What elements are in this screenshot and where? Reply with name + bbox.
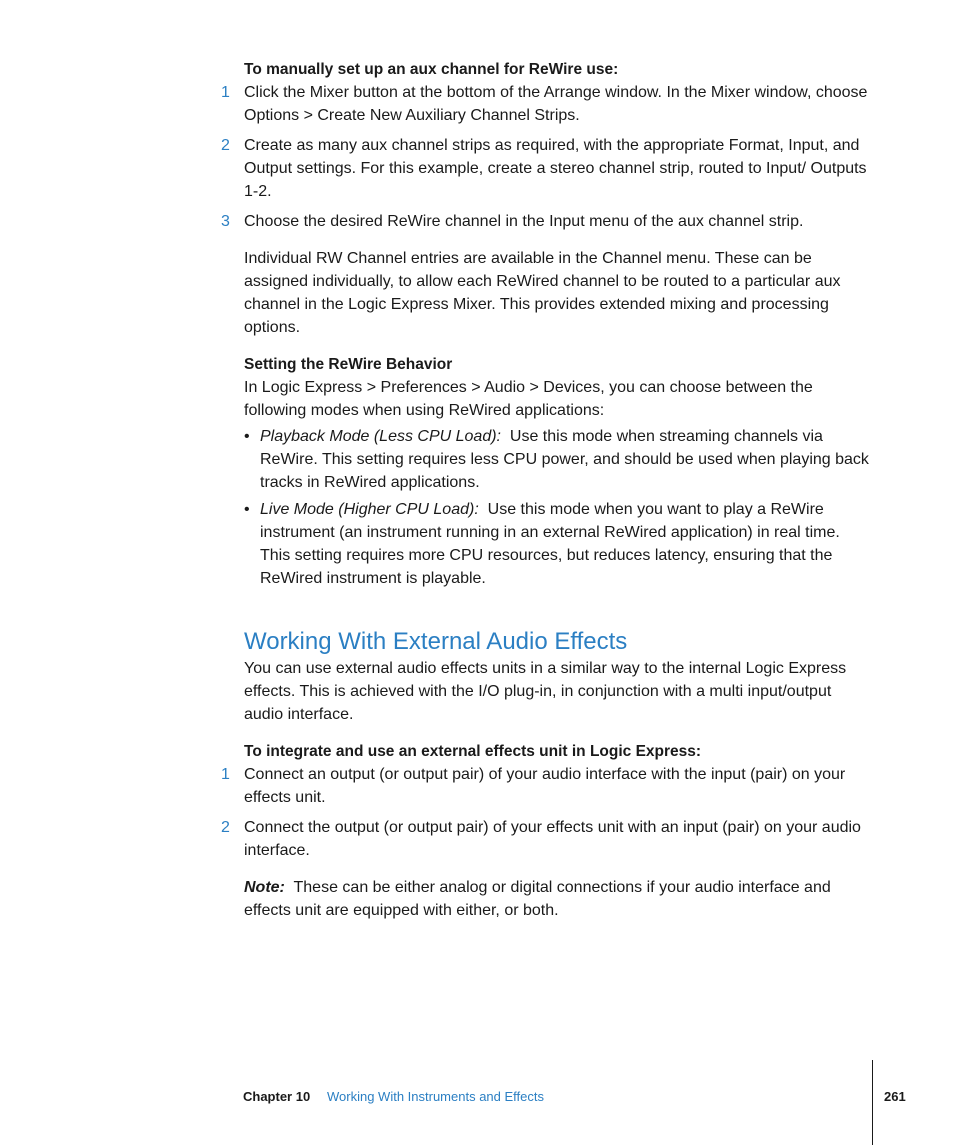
step-1-external bbox=[221, 763, 871, 809]
rw-channel-paragraph: Individual RW Channel entries are available in the Channel menu. These can be assigned individually, to allow each ReWired channel to be routed to a particular aux channel in the Logic Express Mixer. This provides extended mixing and processing options. bbox=[244, 250, 841, 336]
bullet-playback-mode bbox=[244, 425, 872, 494]
step-text: Connect an output (or output pair) of your audio interface with the input (pair) on your effects unit. bbox=[244, 766, 846, 806]
bullet-description: Use this mode when streaming channels via ReWire. This setting requires less CPU power, and should be used when playing back tracks in ReWired applications. bbox=[260, 428, 869, 491]
note-text: These can be either analog or digital connections if your audio interface and effects unit are equipped with either, or both. bbox=[244, 879, 831, 919]
subheading-rewire-behavior: Setting the ReWire Behavior bbox=[244, 356, 453, 373]
bullet-dot: • bbox=[244, 501, 250, 518]
note-paragraph bbox=[244, 876, 872, 922]
rewire-behavior-intro: In Logic Express > Preferences > Audio > Devices, you can choose between the following modes when using ReWired applications: bbox=[244, 379, 813, 419]
note-label: Note: bbox=[244, 879, 285, 896]
bullet-live-mode bbox=[244, 498, 872, 590]
step-number: 1 bbox=[221, 84, 230, 101]
step-number: 2 bbox=[221, 137, 230, 154]
step-number: 3 bbox=[221, 213, 230, 230]
step-2 bbox=[221, 134, 871, 203]
step-number: 1 bbox=[221, 766, 230, 783]
external-effects-intro: You can use external audio effects units in a similar way to the internal Logic Express effects. This is achieved with the I/O plug-in, in conjunction with a multi input/output audio interface. bbox=[244, 660, 847, 723]
step-text: Create as many aux channel strips as required, with the appropriate Format, Input, and Output settings. For this example, create a stereo channel strip, routed to Input/ Outputs 1-2. bbox=[244, 137, 867, 200]
footer-page-number: 261 bbox=[884, 1089, 906, 1104]
step-number: 2 bbox=[221, 819, 230, 836]
bullet-dot: • bbox=[244, 428, 250, 445]
procedure-title-external-effects: To integrate and use an external effects unit in Logic Express: bbox=[244, 743, 702, 760]
footer-divider bbox=[872, 1060, 873, 1145]
step-1 bbox=[221, 81, 871, 127]
section-heading-external-effects: Working With External Audio Effects bbox=[244, 628, 628, 655]
procedure-title-aux-channel: To manually set up an aux channel for ReWire use: bbox=[244, 61, 619, 78]
bullet-term: Playback Mode (Less CPU Load): bbox=[260, 428, 501, 445]
footer-chapter-title: Working With Instruments and Effects bbox=[327, 1089, 544, 1104]
footer-chapter-label: Chapter 10 bbox=[243, 1089, 311, 1104]
step-text: Click the Mixer button at the bottom of the Arrange window. In the Mixer window, choose Options > Create New Auxiliary Channel Strips. bbox=[244, 84, 868, 124]
bullet-term: Live Mode (Higher CPU Load): bbox=[260, 501, 479, 518]
bullet-description: Use this mode when you want to play a ReWire instrument (an instrument running in an external ReWired application) in real time. This setting requires more CPU resources, but reduces latency, ensuring that the ReWired instrument is playable. bbox=[260, 501, 840, 587]
step-text: Connect the output (or output pair) of your effects unit with an input (pair) on your audio interface. bbox=[244, 819, 861, 859]
step-text: Choose the desired ReWire channel in the Input menu of the aux channel strip. bbox=[244, 213, 804, 230]
step-3 bbox=[221, 210, 871, 233]
step-2-external bbox=[221, 816, 871, 862]
